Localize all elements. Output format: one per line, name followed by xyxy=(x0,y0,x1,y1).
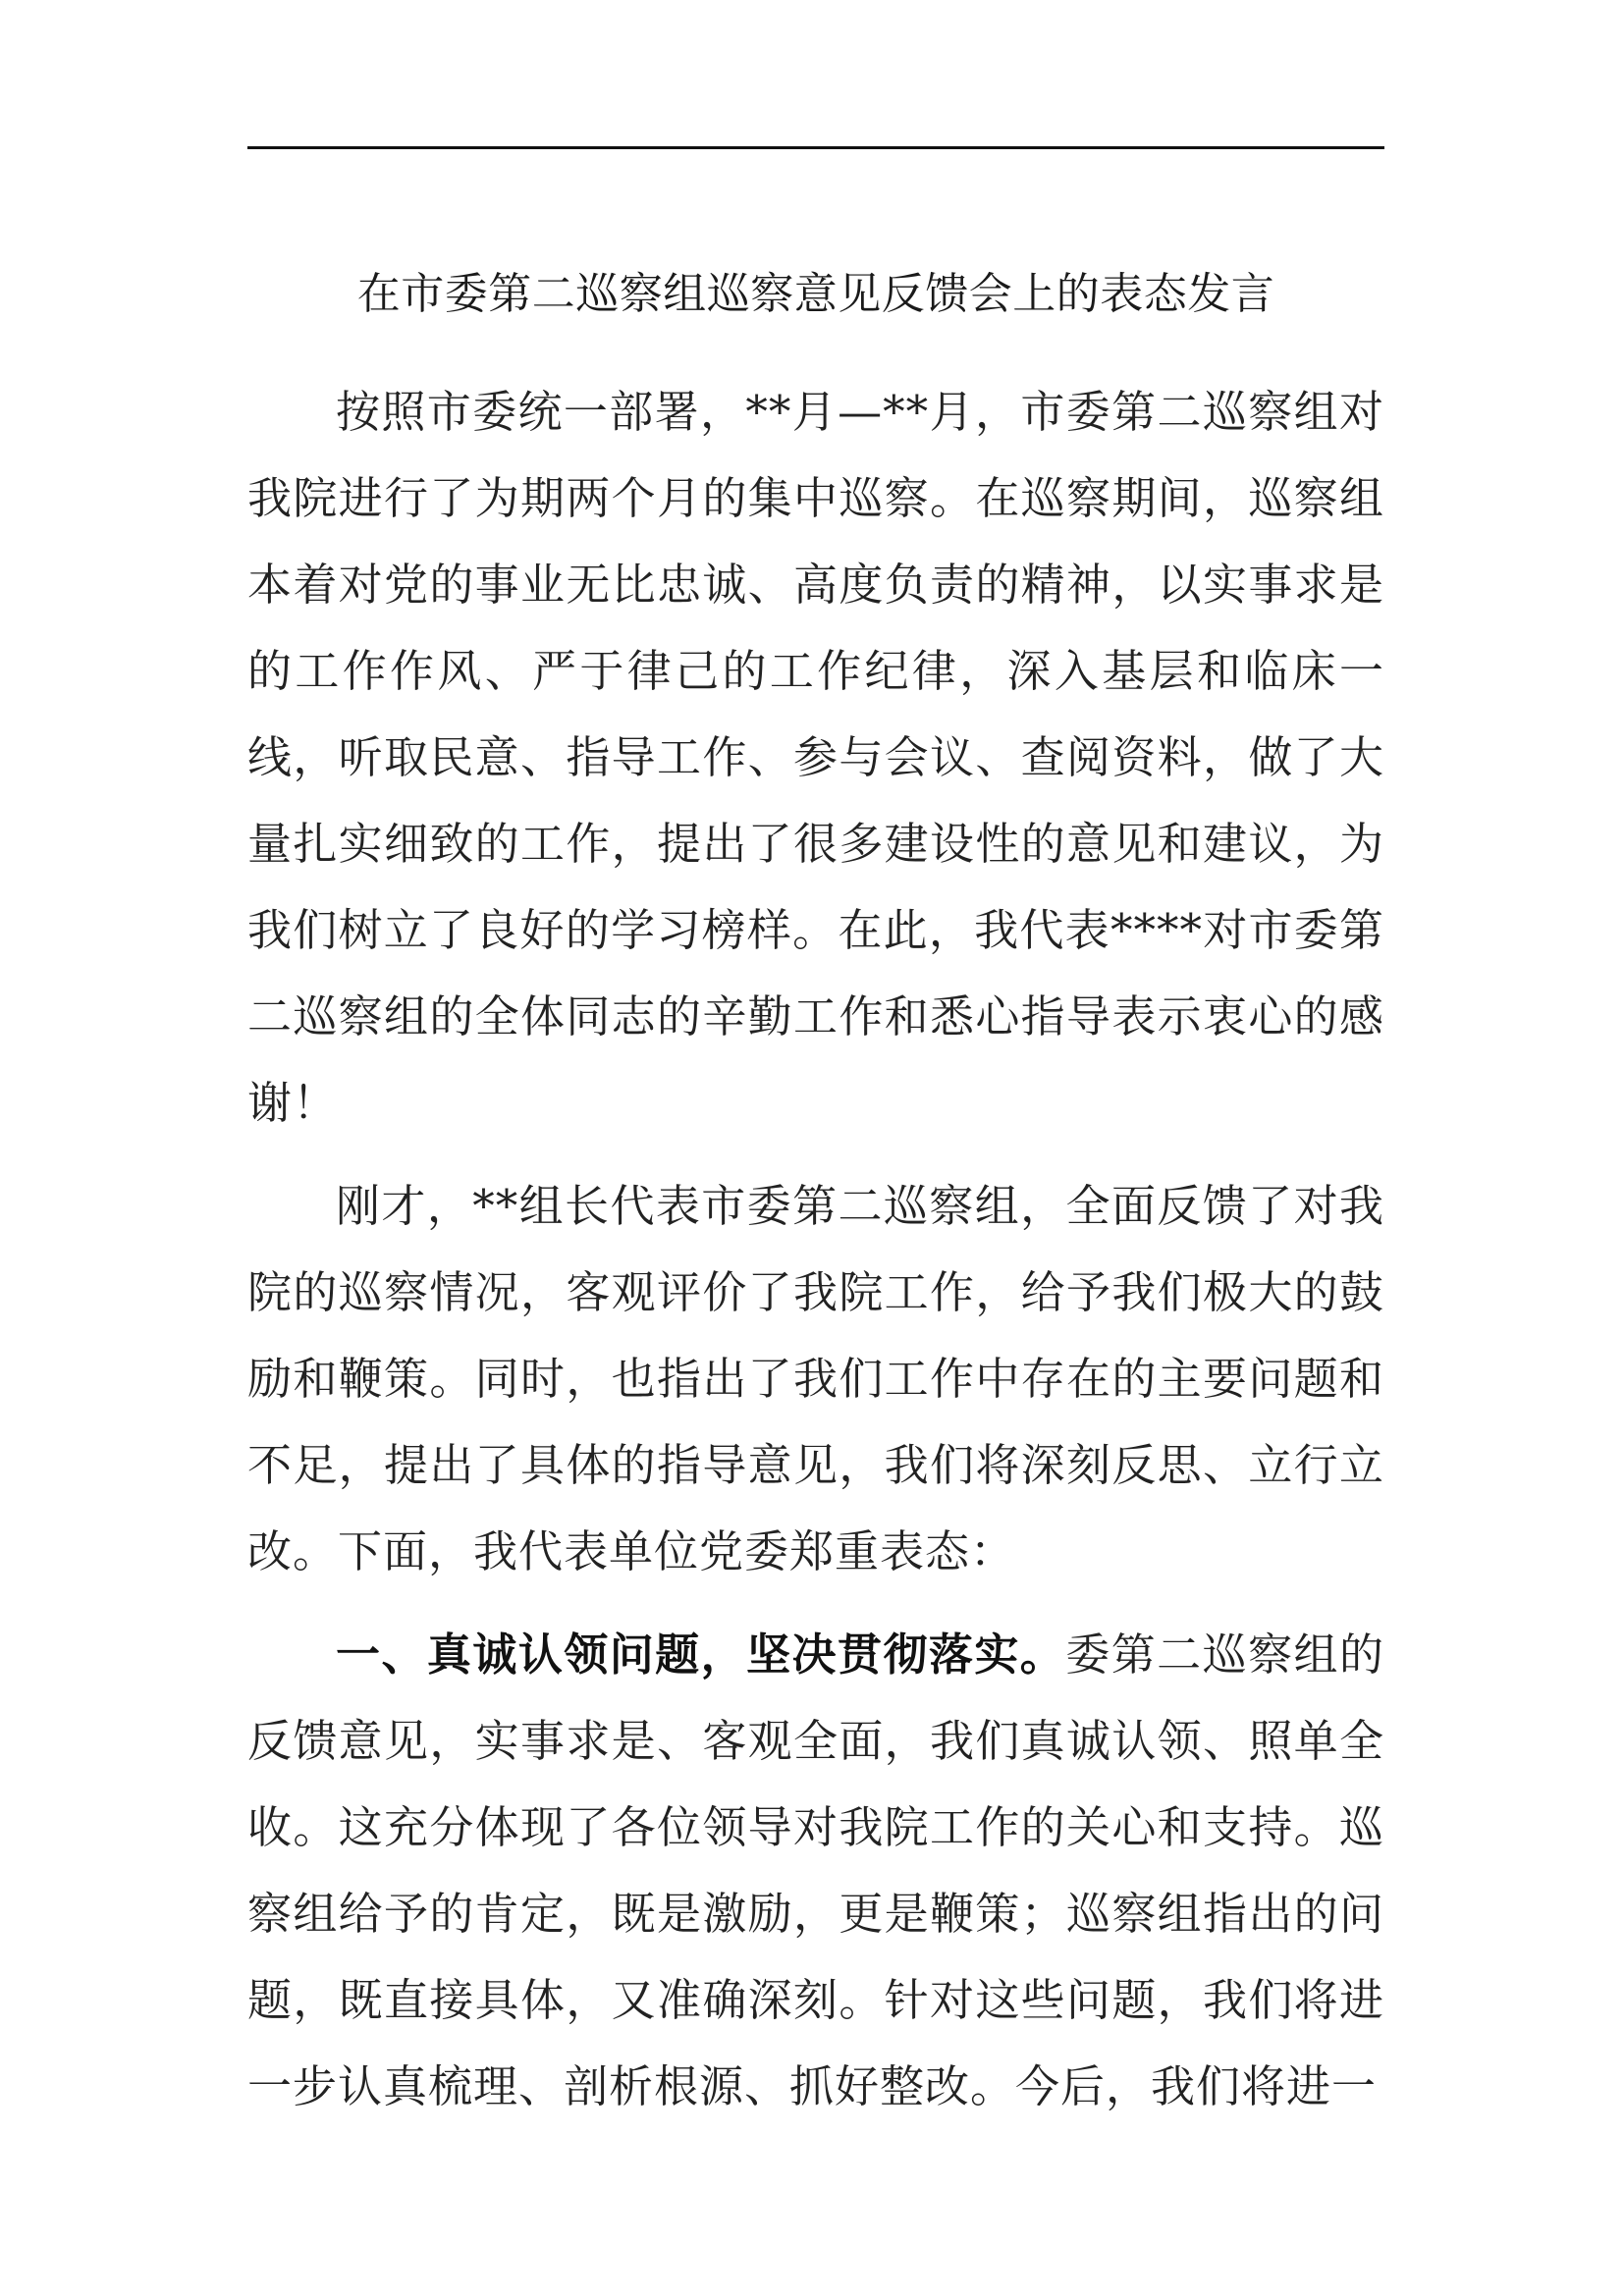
paragraph-text: 刚才，**组长代表市委第二巡察组，全面反馈了对我院的巡察情况，客观评价了我院工作，给予我们极大的鼓励和鞭策。同时，也指出了我们工作中存在的主要问题和不足，提出了具体的指导意见，我们将深刻反思、立行立改。下面，我代表单位党委郑重表态： xyxy=(247,1180,1384,1577)
section-heading: 一、真诚认领问题，坚决贯彻落实。 xyxy=(336,1629,1066,1681)
header-rule xyxy=(247,146,1384,149)
paragraph-section-one xyxy=(247,1612,1384,2130)
paragraph-text: 按照市委统一部署，**月—**月，市委第二巡察组对我院进行了为期两个月的集中巡察。在巡察期间，巡察组本着对党的事业无比忠诚、高度负责的精神，以实事求是的工作作风、严于律己的工作纪律，深入基层和临床一线，听取民意、指导工作、参与会议、查阅资料，做了大量扎实细致的工作，提出了很多建设性的意见和建议，为我们树立了良好的学习榜样。在此，我代表****对市委第二巡察组的全体同志的辛勤工作和悉心指导表示衷心的感谢！ xyxy=(247,386,1384,1129)
paragraph-opening xyxy=(247,369,1384,1147)
paragraph-feedback xyxy=(247,1163,1384,1595)
paragraph-text: 委第二巡察组的反馈意见，实事求是、客观全面，我们真诚认领、照单全收。这充分体现了各位领导对我院工作的关心和支持。巡察组给予的肯定，既是激励，更是鞭策；巡察组指出的问题，既直接具体，又准确深刻。针对这些问题，我们将进一步认真梳理、剖析根源、抓好整改。今后，我们将进一 xyxy=(247,1629,1384,2112)
document-title: 在市委第二巡察组巡察意见反馈会上的表态发言 xyxy=(356,269,1275,319)
document-body xyxy=(247,369,1384,2130)
